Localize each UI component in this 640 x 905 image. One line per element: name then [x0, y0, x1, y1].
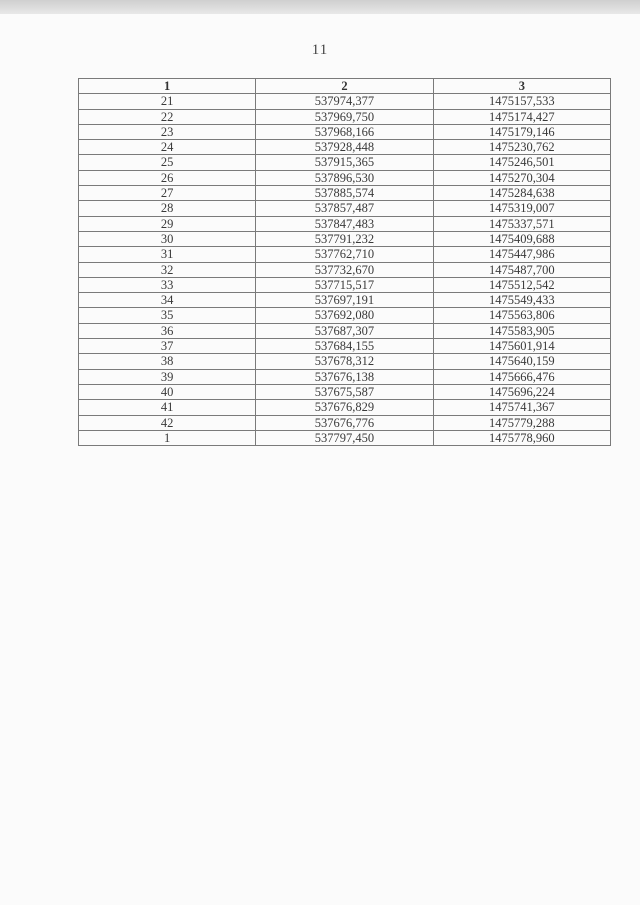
- point-number-cell: 30: [79, 231, 256, 246]
- x-coordinate-cell: 537687,307: [256, 323, 433, 338]
- table-row: [79, 293, 611, 308]
- y-coordinate-cell: 1475741,367: [433, 400, 610, 415]
- table-row: [79, 155, 611, 170]
- y-coordinate-cell: 1475778,960: [433, 430, 610, 445]
- point-number-cell: 32: [79, 262, 256, 277]
- point-number-cell: 39: [79, 369, 256, 384]
- point-number-cell: 23: [79, 124, 256, 139]
- y-coordinate-cell: 1475337,571: [433, 216, 610, 231]
- x-coordinate-cell: 537762,710: [256, 247, 433, 262]
- point-number-cell: 31: [79, 247, 256, 262]
- y-coordinate-cell: 1475563,806: [433, 308, 610, 323]
- header-col-3: 3: [433, 79, 610, 94]
- x-coordinate-cell: 537915,365: [256, 155, 433, 170]
- point-number-cell: 36: [79, 323, 256, 338]
- x-coordinate-cell: 537791,232: [256, 231, 433, 246]
- coordinates-table: [78, 78, 611, 446]
- x-coordinate-cell: 537896,530: [256, 170, 433, 185]
- y-coordinate-cell: 1475174,427: [433, 109, 610, 124]
- point-number-cell: 34: [79, 293, 256, 308]
- x-coordinate-cell: 537675,587: [256, 384, 433, 399]
- table-row: [79, 231, 611, 246]
- point-number-cell: 27: [79, 186, 256, 201]
- table-row: [79, 430, 611, 445]
- y-coordinate-cell: 1475640,159: [433, 354, 610, 369]
- point-number-cell: 35: [79, 308, 256, 323]
- x-coordinate-cell: 537968,166: [256, 124, 433, 139]
- table-row: [79, 354, 611, 369]
- y-coordinate-cell: 1475409,688: [433, 231, 610, 246]
- point-number-cell: 29: [79, 216, 256, 231]
- y-coordinate-cell: 1475666,476: [433, 369, 610, 384]
- y-coordinate-cell: 1475487,700: [433, 262, 610, 277]
- y-coordinate-cell: 1475696,224: [433, 384, 610, 399]
- x-coordinate-cell: 537885,574: [256, 186, 433, 201]
- scan-top-edge: [0, 0, 640, 14]
- point-number-cell: 24: [79, 140, 256, 155]
- x-coordinate-cell: 537969,750: [256, 109, 433, 124]
- point-number-cell: 40: [79, 384, 256, 399]
- table-row: [79, 109, 611, 124]
- y-coordinate-cell: 1475549,433: [433, 293, 610, 308]
- y-coordinate-cell: 1475157,533: [433, 94, 610, 109]
- table-row: [79, 262, 611, 277]
- x-coordinate-cell: 537857,487: [256, 201, 433, 216]
- x-coordinate-cell: 537676,776: [256, 415, 433, 430]
- y-coordinate-cell: 1475246,501: [433, 155, 610, 170]
- point-number-cell: 33: [79, 277, 256, 292]
- table-header: [79, 79, 611, 94]
- y-coordinate-cell: 1475601,914: [433, 339, 610, 354]
- point-number-cell: 26: [79, 170, 256, 185]
- table-row: [79, 216, 611, 231]
- y-coordinate-cell: 1475319,007: [433, 201, 610, 216]
- table-row: [79, 124, 611, 139]
- y-coordinate-cell: 1475179,146: [433, 124, 610, 139]
- table-row: [79, 140, 611, 155]
- table-row: [79, 201, 611, 216]
- x-coordinate-cell: 537847,483: [256, 216, 433, 231]
- y-coordinate-cell: 1475230,762: [433, 140, 610, 155]
- table-row: [79, 277, 611, 292]
- point-number-cell: 22: [79, 109, 256, 124]
- table-row: [79, 323, 611, 338]
- point-number-cell: 41: [79, 400, 256, 415]
- table-row: [79, 94, 611, 109]
- point-number-cell: 38: [79, 354, 256, 369]
- table-row: [79, 170, 611, 185]
- table-row: [79, 369, 611, 384]
- x-coordinate-cell: 537692,080: [256, 308, 433, 323]
- point-number-cell: 28: [79, 201, 256, 216]
- x-coordinate-cell: 537676,829: [256, 400, 433, 415]
- table-row: [79, 339, 611, 354]
- table-row: [79, 400, 611, 415]
- header-col-2: 2: [256, 79, 433, 94]
- y-coordinate-cell: 1475583,905: [433, 323, 610, 338]
- point-number-cell: 25: [79, 155, 256, 170]
- page-number: 11: [311, 42, 329, 58]
- x-coordinate-cell: 537678,312: [256, 354, 433, 369]
- y-coordinate-cell: 1475512,542: [433, 277, 610, 292]
- x-coordinate-cell: 537974,377: [256, 94, 433, 109]
- x-coordinate-cell: 537684,155: [256, 339, 433, 354]
- y-coordinate-cell: 1475779,288: [433, 415, 610, 430]
- x-coordinate-cell: 537797,450: [256, 430, 433, 445]
- x-coordinate-cell: 537732,670: [256, 262, 433, 277]
- point-number-cell: 1: [79, 430, 256, 445]
- table-row: [79, 308, 611, 323]
- table-row: [79, 415, 611, 430]
- table-row: [79, 384, 611, 399]
- table-row: [79, 247, 611, 262]
- x-coordinate-cell: 537928,448: [256, 140, 433, 155]
- table-row: [79, 186, 611, 201]
- x-coordinate-cell: 537697,191: [256, 293, 433, 308]
- x-coordinate-cell: 537715,517: [256, 277, 433, 292]
- y-coordinate-cell: 1475270,304: [433, 170, 610, 185]
- header-row: [79, 79, 611, 94]
- point-number-cell: 42: [79, 415, 256, 430]
- y-coordinate-cell: 1475447,986: [433, 247, 610, 262]
- table-body: [79, 94, 611, 446]
- point-number-cell: 37: [79, 339, 256, 354]
- point-number-cell: 21: [79, 94, 256, 109]
- header-col-1: 1: [79, 79, 256, 94]
- y-coordinate-cell: 1475284,638: [433, 186, 610, 201]
- x-coordinate-cell: 537676,138: [256, 369, 433, 384]
